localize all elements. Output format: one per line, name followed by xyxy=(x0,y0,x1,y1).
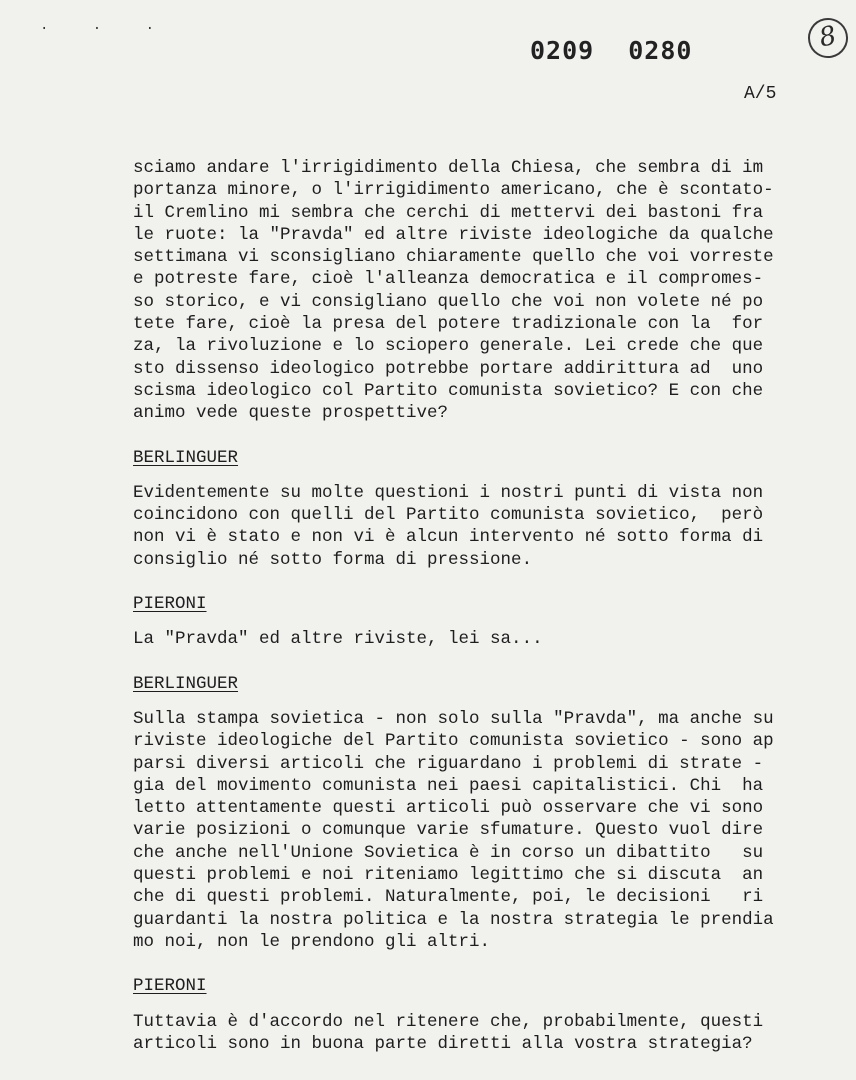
text-line: La "Pravda" ed altre riviste, lei sa... xyxy=(133,629,543,650)
text-line: scisma ideologico col Partito comunista sovietico? E con che xyxy=(133,380,764,401)
scan-specks: . . . xyxy=(40,18,173,34)
speaker-name-berlinguer: BERLINGUER xyxy=(133,673,239,694)
transcript-paragraph xyxy=(133,628,813,650)
text-line: consiglio né sotto forma di pressione. xyxy=(133,549,533,570)
document-number xyxy=(530,36,726,65)
document-number-part-1: 0209 xyxy=(530,36,595,65)
text-line: za, la rivoluzione e lo sciopero generale. Lei crede che que xyxy=(133,336,764,357)
text-line: Sulla stampa sovietica - non solo sulla "Pravda", ma anche su xyxy=(133,708,774,729)
text-line: riviste ideologiche del Partito comunista sovietico - sono ap xyxy=(133,731,774,752)
transcript-paragraph xyxy=(133,157,813,425)
text-line: questi problemi e noi riteniamo legittimo che si discuta an xyxy=(133,865,764,886)
text-line: guardanti la nostra politica e la nostra strategia le prendia xyxy=(133,909,774,930)
text-line: e potreste fare, cioè l'alleanza democratica e il compromes- xyxy=(133,269,764,290)
text-line: non vi è stato e non vi è alcun intervento né sotto forma di xyxy=(133,527,764,548)
transcript-body xyxy=(133,157,813,1055)
text-line: letto attentamente questi articoli può osservare che vi sono xyxy=(133,798,764,819)
text-line: tete fare, cioè la presa del potere tradizionale con la for xyxy=(133,314,764,335)
text-line: Evidentemente su molte questioni i nostri punti di vista non xyxy=(133,482,764,503)
speaker-name-pieroni: PIERONI xyxy=(133,594,207,615)
text-line: settimana vi sconsigliano chiaramente quello che voi vorreste xyxy=(133,247,774,268)
text-line: che anche nell'Unione Sovietica è in corso un dibattito su xyxy=(133,842,764,863)
text-line: varie posizioni o comunque varie sfumature. Questo vuol dire xyxy=(133,820,764,841)
text-line: articoli sono in buona parte diretti alla vostra strategia? xyxy=(133,1033,753,1054)
handwritten-page-mark: 8 xyxy=(804,14,851,61)
text-line: che di questi problemi. Naturalmente, poi, le decisioni ri xyxy=(133,887,764,908)
speaker-name-pieroni: PIERONI xyxy=(133,976,207,997)
text-line: parsi diversi articoli che riguardano i problemi di strate - xyxy=(133,753,764,774)
text-line: coincidono con quelli del Partito comunista sovietico, però xyxy=(133,505,764,526)
text-line: sto dissenso ideologico potrebbe portare addirittura ad uno xyxy=(133,358,764,379)
text-line: animo vede queste prospettive? xyxy=(133,403,449,424)
page-reference: A/5 xyxy=(744,84,777,104)
document-number-part-2: 0280 xyxy=(628,36,693,65)
text-line: sciamo andare l'irrigidimento della Chiesa, che sembra di im xyxy=(133,158,764,178)
text-line: so storico, e vi consigliano quello che voi non volete né po xyxy=(133,291,764,312)
text-line: il Cremlino mi sembra che cerchi di mettervi dei bastoni fra xyxy=(133,202,764,223)
transcript-paragraph xyxy=(133,708,813,953)
text-line: portanza minore, o l'irrigidimento americano, che è scontato- xyxy=(133,180,774,201)
speaker-name-berlinguer: BERLINGUER xyxy=(133,447,239,468)
text-line: gia del movimento comunista nei paesi capitalistici. Chi ha xyxy=(133,775,764,796)
transcript-paragraph xyxy=(133,1011,813,1056)
text-line: mo noi, non le prendono gli altri. xyxy=(133,931,491,952)
transcript-paragraph xyxy=(133,482,813,571)
text-line: le ruote: la "Pravda" ed altre riviste ideologiche da qualche xyxy=(133,224,774,245)
text-line: Tuttavia è d'accordo nel ritenere che, probabilmente, questi xyxy=(133,1011,764,1032)
